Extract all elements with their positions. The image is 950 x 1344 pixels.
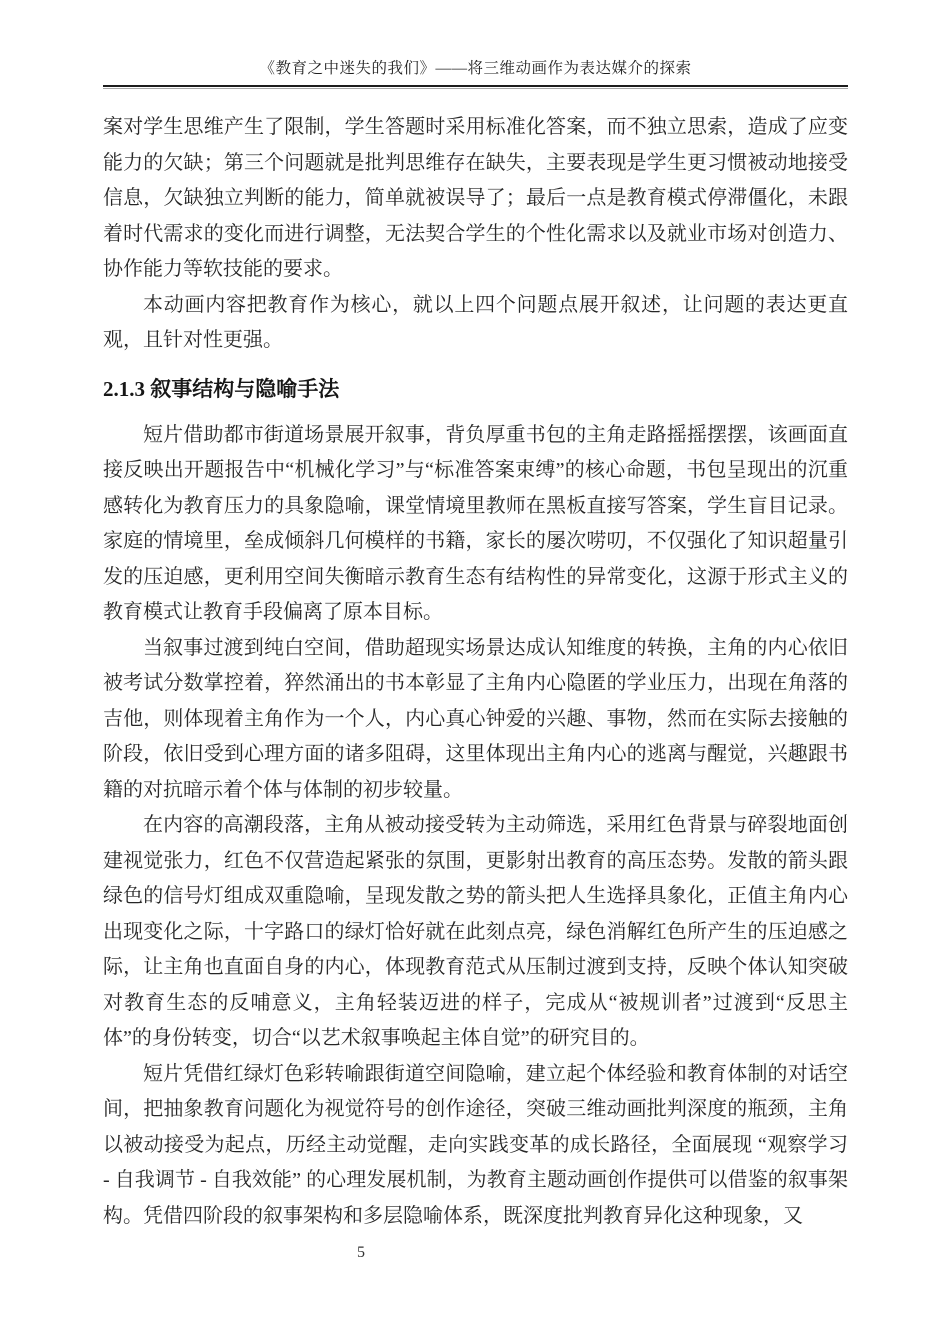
paragraph-continuation: 案对学生思维产生了限制，学生答题时采用标准化答案，而不独立思索，造成了应变能力的欠缺；第三个问题就是批判思维存在缺失，主要表现是学生更习惯被动地接受信息，欠缺独立判断的能力，简单就被误导了；最后一点是教育模式停滞僵化，未跟着时代需求的变化而进行调整，无法契合学生的个性化需求以及就业市场对创造力、协作能力等软技能的要求。 xyxy=(103,116,848,280)
header-rule-divider xyxy=(103,85,848,89)
paragraph: 短片凭借红绿灯色彩转喻跟街道空间隐喻，建立起个体经验和教育体制的对话空间，把抽象教育问题化为视觉符号的创作途径，突破三维动画批判深度的瓶颈，主角以被动接受为起点，历经主动觉醒，走向实践变革的成长路径，全面展现 “观察学习 - 自我调节 - 自我效能” 的心理发展机制，为教育主题动画创作提供可以借鉴的叙事架构。凭借四阶段的叙事架构和多层隐喻体系，既深度批判教育异化这种现象，又 xyxy=(103,1062,848,1227)
page-number: 5 xyxy=(357,1244,365,1261)
paragraph: 在内容的高潮段落，主角从被动接受转为主动筛选，采用红色背景与碎裂地面创建视觉张力，红色不仅营造起紧张的氛围，更影射出教育的高压态势。发散的箭头跟绿色的信号灯组成双重隐喻，呈现发散之势的箭头把人生选择具象化，正值主角内心出现变化之际，十字路口的绿灯恰好就在此刻点亮，绿色消解红色所产生的压迫感之际，让主角也直面自身的内心，体现教育范式从压制过渡到支持，反映个体认知突破对教育生态的反哺意义，主角轻装迈进的样子，完成从“被规训者”过渡到“反思主体”的身份转变，切合“以艺术叙事唤起主体自觉”的研究目的。 xyxy=(103,814,848,1049)
document-body xyxy=(103,110,848,1234)
paragraph: 本动画内容把教育作为核心，就以上四个问题点展开叙述，让问题的表达更直观，且针对性更强。 xyxy=(103,293,848,351)
paragraph: 短片借助都市街道场景展开叙事，背负厚重书包的主角走路摇摇摆摆，该画面直接反映出开题报告中“机械化学习”与“标准答案束缚”的核心命题，书包呈现出的沉重感转化为教育压力的具象隐喻，课堂情境里教师在黑板直接写答案，学生盲目记录。家庭的情境里，垒成倾斜几何模样的书籍，家长的屡次唠叨，不仅强化了知识超量引发的压迫感，更利用空间失衡暗示教育生态有结构性的异常变化，这源于形式主义的教育模式让教育手段偏离了原本目标。 xyxy=(103,423,848,623)
running-header: 《教育之中迷失的我们》——将三维动画作为表达媒介的探索 xyxy=(259,60,692,77)
section-heading-2-1-3: 2.1.3 叙事结构与隐喻手法 xyxy=(103,376,340,401)
paragraph: 当叙事过渡到纯白空间，借助超现实场景达成认知维度的转换，主角的内心依旧被考试分数掌控着，猝然涌出的书本彰显了主角内心隐匿的学业压力，出现在角落的吉他，则体现着主角作为一个人，内心真心钟爱的兴趣、事物，然而在实际去接触的阶段，依旧受到心理方面的诸多阻碍，这里体现出主角内心的逃离与醒觉，兴趣跟书籍的对抗暗示着个体与体制的初步较量。 xyxy=(103,636,848,801)
